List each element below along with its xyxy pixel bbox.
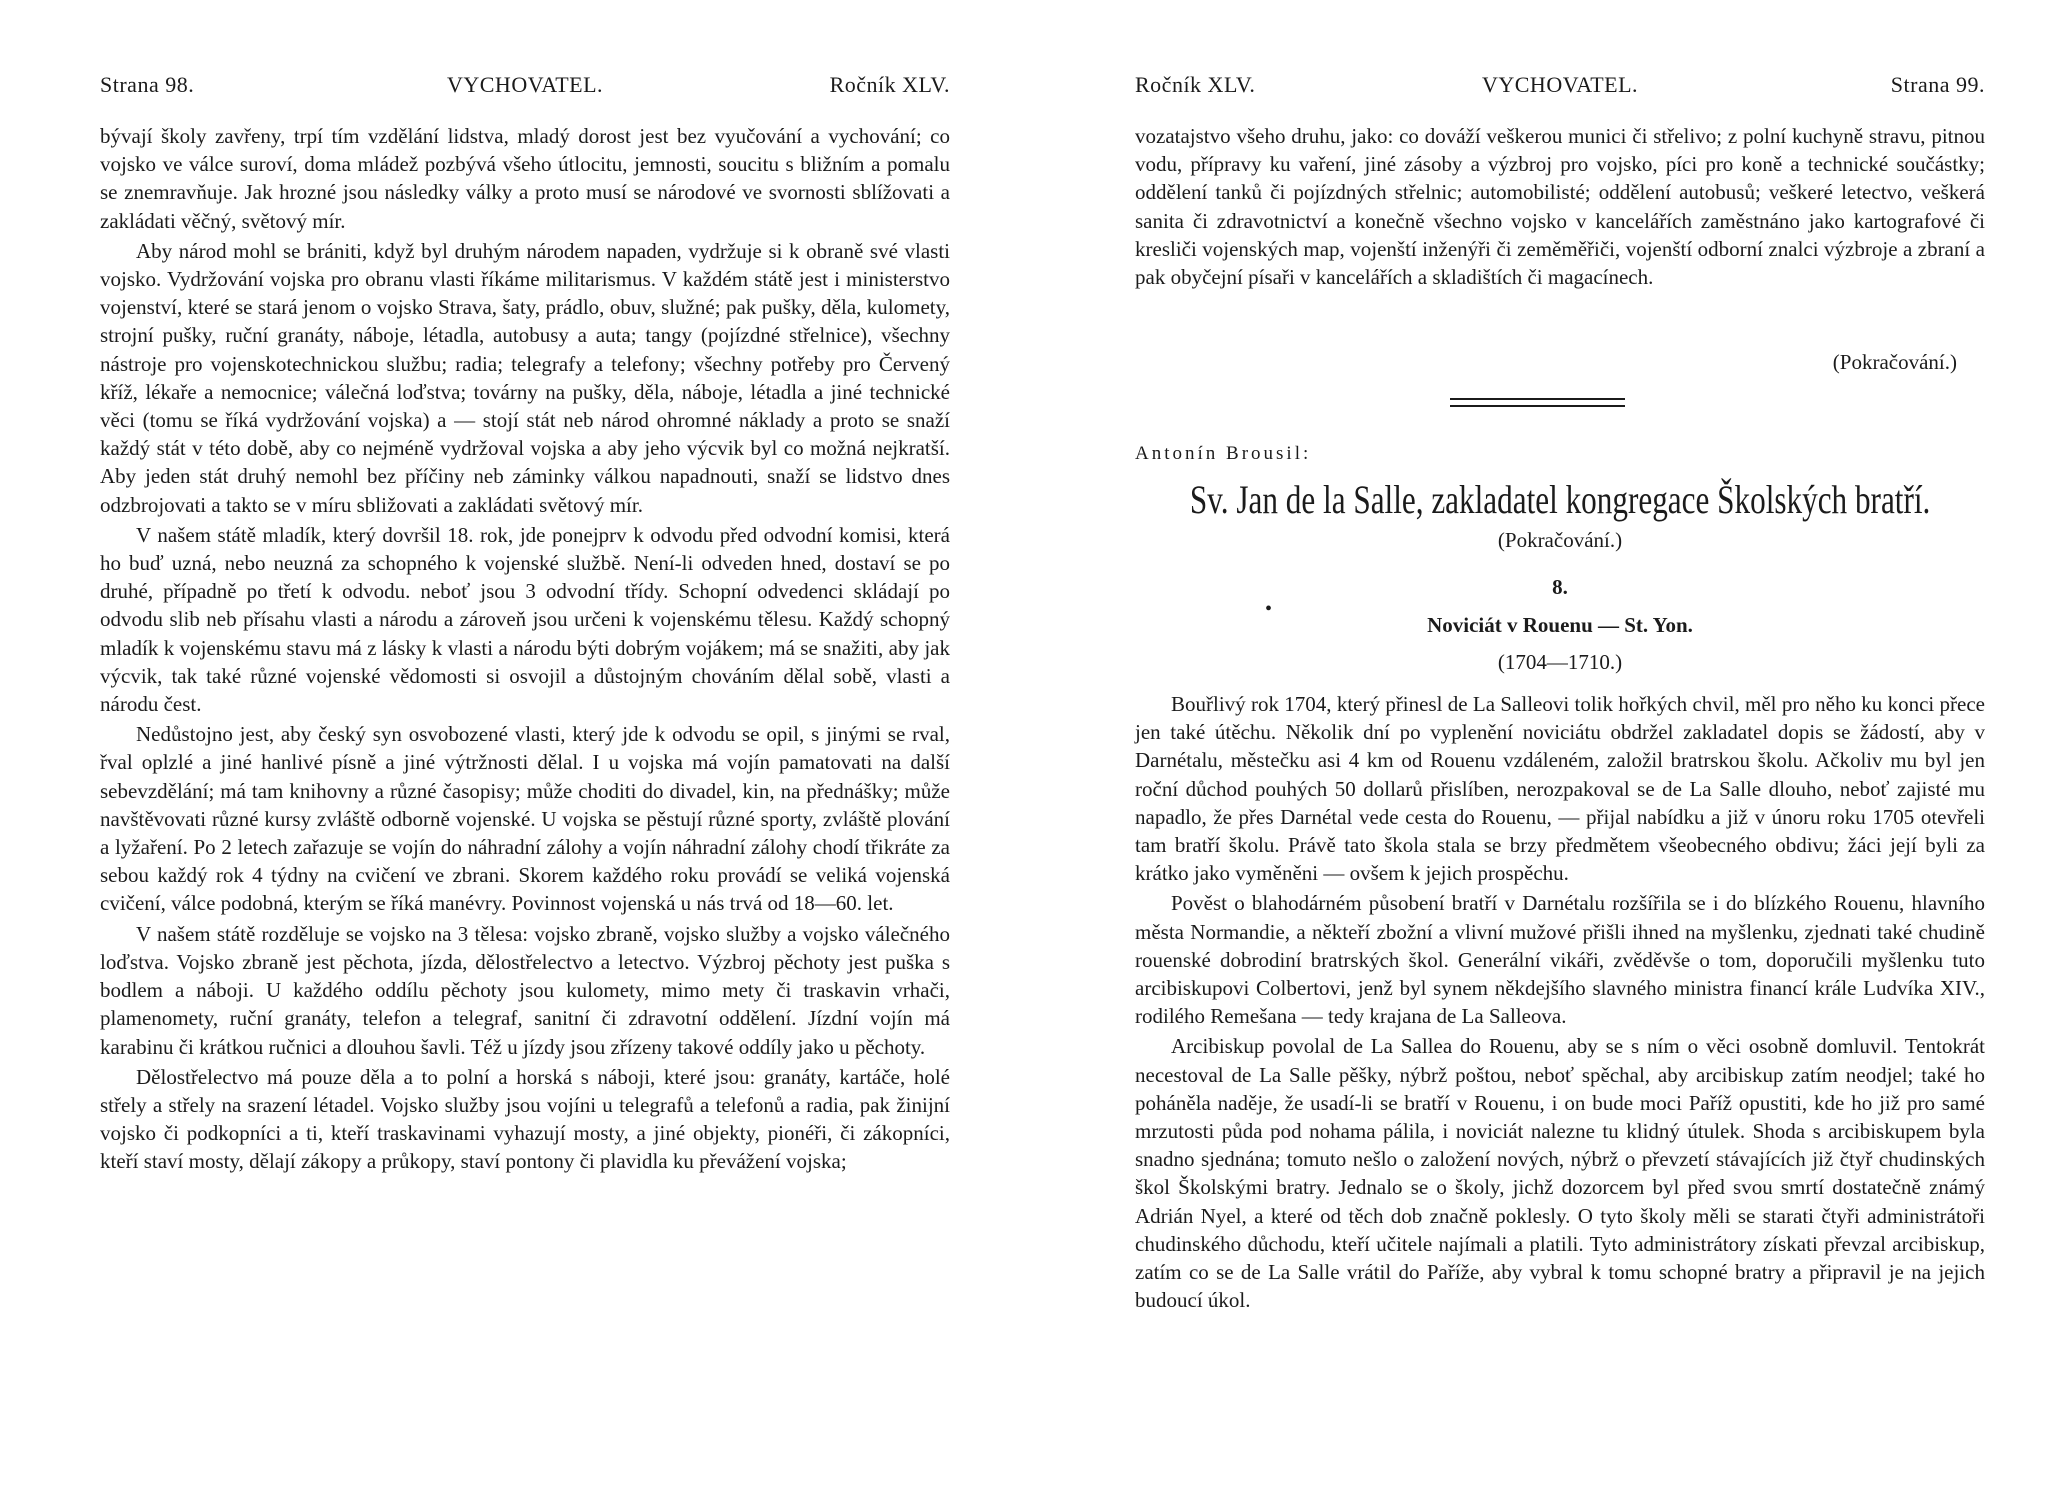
page-header — [100, 72, 950, 102]
paragraph: Dělostřelectvo má pouze děla a to polní a horská s náboji, které jsou: granáty, kartáče, holé střely a střely na srazení létadel. Vojsko služby jsou vojíni u telegrafů a telefonů a radia, pak žinijní vojsko či podkopníci a ti, kteří traskavinami vyhazují mosty, a jiné objekty, pionéři, či zákopníci, kteří staví mosty, dělají zákopy a průkopy, staví pontony či plavidla ku převážení vojska; — [100, 1064, 950, 1174]
chapter-title: Noviciát v Rouenu — St. Yon. — [1427, 613, 1693, 637]
article-body — [1135, 690, 1985, 1316]
bullet-mark: • — [1265, 598, 1273, 620]
left-page — [100, 0, 950, 1500]
chapter-number: 8. — [1552, 575, 1568, 599]
section-divider — [1450, 405, 1625, 407]
volume-label: Ročník XLV. — [1135, 72, 1256, 97]
journal-title: VYCHOVATEL. — [446, 72, 604, 97]
article-title: Sv. Jan de la Salle, zakladatel kongregace Školských bratří. — [1189, 477, 1931, 522]
section-divider — [1450, 398, 1625, 400]
paragraph: V našem státě rozděluje se vojsko na 3 tělesa: vojsko zbraně, vojsko služby a vojsko válečného loďstva. Vojsko zbraně jest pěchota, jízda, dělostřelectvo a letectvo. Výzbroj pěchoty jest puška s bodlem a náboji. U každého oddílu pěchoty jsou kulomety, mimo mety či traskavin vrhači, plamenomety, ruční granáty, telefon a telegraf, sanitní či zdravotní oddělení. Jízdní vojín má karabinu či krátkou ručnici a dlouhou šavli. Též u jízdy jsou zřízeny takové oddíly jako u pěchoty. — [100, 921, 950, 1059]
paragraph: Arcibiskup povolal de La Sallea do Rouenu, aby se s ním o věci osobně domluvil. Tentokrát necestoval de La Salle pěšky, nýbrž poštou, neboť spěchal, aby arcibiskup zatím neodjel; také ho poháněla naděje, že usadí-li se bratří v Rouenu, i on bude moci Paříž opustiti, kde ho již pro samé mrzutosti půda pod nohama pálila, i noviciát nalezne tu klidný útulek. Shoda s arcibiskupem byla snadno sjednána; tomuto nešlo o založení nových, nýbrž o převzetí stávajících již čtyř chudinských škol Školskými bratry. Jednalo se o školy, jichž dozorcem byl před svou smrtí dostatečně známý Adrián Nyel, a které od těch dob značně poklesly. O tyto školy měli se starati čtyři administrátoři chudinského důchodu, kteří učitele najímali a platili. Tyto administrátory získati převzal arcibiskup, zatím co se de La Salle vrátil do Paříže, aby vybral k tomu schopné bratry a připravil je na jejich budoucí úkol. — [1135, 1034, 1985, 1313]
paragraph: vozatajstvo všeho druhu, jako: co dováží veškerou munici či střelivo; z polní kuchyně stravu, pitnou vodu, přípravy ku vaření, jiné zásoby a výzbroj pro vojsko, píci pro koně a technické součástky; oddělení tanků či pojízdných střelnic; automobilisté; oddělení autobusů; veškeré letectvo, veškerá sanita či zdravotnictví a konečně všechno vojsko v kancelářích zaměstnáno jako kartografové či kresliči vojenských map, vojenští inženýři či zeměměřiči, vojenští odborní znalci výzbroje a zbraní a pak obyčejní písaři v kancelářích a skladištích či magacínech. — [1135, 124, 1985, 290]
page-number: Strana 98. — [100, 72, 195, 97]
right-page — [1135, 0, 1985, 1500]
paragraph: Aby národ mohl se brániti, když byl druhým národem napaden, vydržuje si k obraně své vlasti vojsko. Vydržování vojska pro obranu vlasti říkáme militarismus. V každém státě jest i ministerstvo vojenství, které se stará jenom o vojsko Strava, šaty, prádlo, obuv, služné; pak pušky, děla, kulomety, strojní pušky, ruční granáty, náboje, létadla, autobusy a auta; tangy (pojízdné střelnice), všechny nástroje pro vojenskotechnickou službu; radia; telegrafy a telefony; všechny potřeby pro Červený kříž, lékaře a nemocnice; válečná loďstva; továrny na pušky, děla, náboje, létadla a jiné technické věci (tomu se říká vydržování vojska) a — stojí stát neb národ ohromné náklady a proto se snaží každý stát v této době, aby co nejméně vydržoval vojska a aby jeho výcvik byl co možná nejkratší. Aby jeden stát druhý nemohl bez příčiny neb záminky válkou napadnouti, snaží se lidstvo dnes odzbrojovati a takto se v míru sbližovati a zakládati světový mír. — [100, 238, 950, 517]
article-continuation: (Pokračování.) — [1497, 528, 1623, 552]
continuation-note: (Pokračování.) — [1832, 350, 1957, 374]
body-text — [1135, 122, 1985, 293]
page-header — [1135, 72, 1985, 102]
body-text — [100, 122, 950, 1178]
volume-label: Ročník XLV. — [829, 72, 950, 97]
paragraph: Pověst o blahodárném působení bratří v Darnétalu rozšířila se i do blízkého Rouenu, hlavního města Normandie, a někteří zbožní a vlivní mužové přišli ihned na myšlenku, zjednati také chudině rouenské dobrodiní bratrských škol. Generální vikáři, zvěděvše o tom, doporučili myšlenku tuto arcibiskupovi Colbertovi, jenž byl synem někdejšího slavného ministra financí krále Ludvíka XIV., rodilého Remešana — tedy krajana de La Salleova. — [1135, 891, 1985, 1029]
paragraph: Bouřlivý rok 1704, který přinesl de La Salleovi tolik hořkých chvil, měl pro něho ku konci přece jen také útěchu. Několik dní po vyplenění noviciátu obdržel zakladatel dopis se žádostí, aby v Darnétalu, městečku asi 4 km od Rouenu vzdáleném, založil bratrskou školu. Ačkoliv mu byl jen roční důchod pouhých 50 dollarů přislíben, nerozpakoval se de La Salle dlouho, neboť zajisté mu napadlo, že přes Darnétal vede cesta do Rouenu, — přijal nabídku a již v únoru roku 1705 otevřeli tam bratří školu. Právě tato škola stala se brzy předmětem všeobecného obdivu; žáci její byli za krátko jako vyměněni — ovšem k jejich prospěchu. — [1135, 692, 1985, 886]
chapter-years: (1704—1710.) — [1497, 650, 1623, 674]
journal-title: VYCHOVATEL. — [1481, 72, 1639, 97]
article-author: Antonín Brousil: — [1135, 443, 1312, 464]
paragraph: V našem státě mladík, který dovršil 18. rok, jde ponejprv k odvodu před odvodní komisi, která ho buď uzná, nebo neuzná za schopného k vojenské službě. Není-li odveden hned, dostaví se po druhé, případně po třetí k odvodu. neboť jsou 3 odvodní třídy. Schopní odvedenci skládají po odvodu slib neb přísahu vlasti a národu a zároveň jsou určeni k vojenskému tělesu. Každý schopný mladík k vojenskému stavu má z lásky k vlasti a národu býti dobrým vojákem; má se snažiti, aby jak výcvik, tak také různé vojenské vědomosti si osvojil a důstojným chováním dělal sobě, vlasti a národu čest. — [100, 522, 950, 717]
page-number: Strana 99. — [1890, 72, 1985, 97]
paragraph: bývají školy zavřeny, trpí tím vzdělání lidstva, mladý dorost jest bez vyučování a vychování; co vojsko ve válce suroví, doma mládež pozbývá všeho útlocitu, jemnosti, soucitu s bližním a pomalu se znemravňuje. Jak hrozné jsou následky války a proto musí se národové ve svornosti sblížovati a zakládati věčný, světový mír. — [100, 124, 950, 233]
paragraph: Nedůstojno jest, aby český syn osvobozené vlasti, který jde k odvodu se opil, s jinými se rval, řval oplzlé a jiné hanlivé písně a jiné výtržnosti dělal. I u vojska má vojín pamatovati na další sebevzdělání; má tam knihovny a různé časopisy; může choditi do divadel, kin, na přednášky; může navštěvovati různé kursy zvláště odborně vojenské. U vojska se pěstují různé sporty, zvláště plování a lyžaření. Po 2 letech zařazuje se vojín do náhradní zálohy a vojín náhradní zálohy chodí třikráte za sebou každý rok 4 týdny na cvičení ve zbrani. Skorem každého roku provádí se veliká vojenská cvičení, válce podobná, kterým se říká manévry. Povinnost vojenská u nás trvá od 18—60. let. — [100, 722, 950, 916]
